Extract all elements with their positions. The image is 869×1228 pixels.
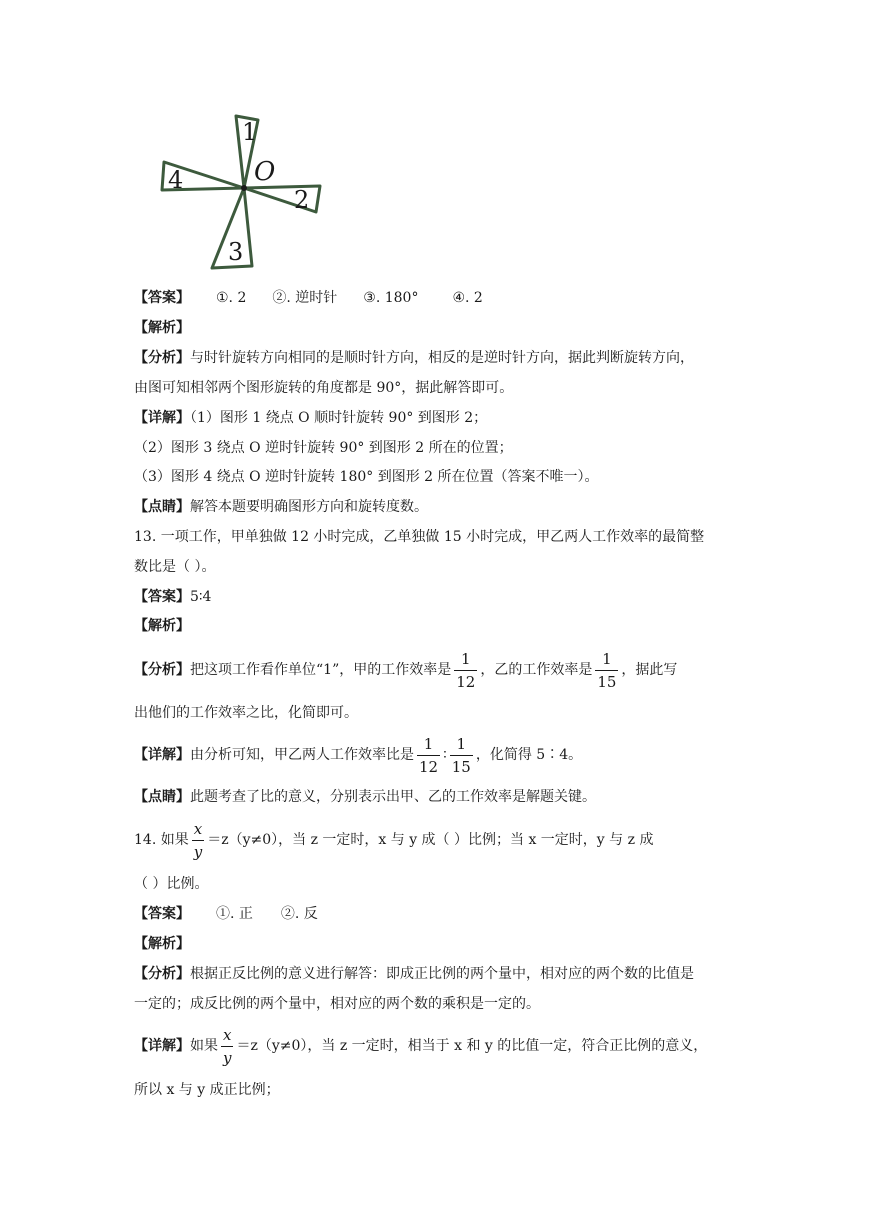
xiangjie-text: 如果 (190, 1038, 218, 1054)
answer-item: ①. 正 (216, 906, 253, 922)
numerator: 1 (450, 733, 473, 756)
xiangjie-text: ＝z（y≠0），当 z 一定时，相当于 x 和 y 的比值一定，符合正比例的意义， (236, 1038, 708, 1054)
q14-question-line-2: （ ）比例。 (134, 876, 209, 892)
q12-xiangjie-line-3: （3）图形 4 绕点 O 逆时针旋转 180° 到图形 2 所在位置（答案不唯一）。 (134, 469, 599, 485)
question-text: 14. 如果 (134, 832, 189, 848)
q14-fenxi-line-2: 一定的；成反比例的两个量中，相对应的两个数的乘积是一定的。 (134, 996, 540, 1012)
q13-question-line-2: 数比是（ ）。 (134, 559, 216, 575)
dianjing-tag: 【点睛】 (134, 789, 190, 805)
dianjing-text: 此题考查了比的意义，分别表示出甲、乙的工作效率是解题关键。 (190, 789, 596, 805)
fenxi-tag: 【分析】 (134, 662, 190, 678)
q13-xiangjie-line (134, 732, 582, 778)
rotation-figure (160, 108, 330, 278)
fenxi-tag: 【分析】 (134, 350, 190, 366)
fenxi-tag: 【分析】 (134, 966, 190, 982)
fraction-x-y (221, 1024, 233, 1069)
xiangjie-text: （1）图形 1 绕点 O 顺时针旋转 90° 到图形 2； (190, 410, 488, 426)
jiexi-heading: 【解析】 (134, 320, 190, 336)
answer-item: ②. 反 (280, 906, 318, 922)
q14-xiangjie-line-2: 所以 x 与 y 成正比例； (134, 1082, 280, 1098)
answer-item: ④. 2 (452, 290, 483, 306)
numerator: 1 (595, 648, 618, 671)
q12-fenxi-line-2: 由图可知相邻两个图形旋转的角度都是 90°，据此解答即可。 (134, 380, 514, 396)
question-text: ＝z（y≠0），当 z 一定时，x 与 y 成（ ）比例；当 x 一定时，y 与 z 成 (207, 832, 654, 848)
fraction-1-15 (450, 733, 473, 778)
fraction-x-y (192, 818, 204, 863)
q12-dianjing-line (134, 497, 428, 517)
q14-fenxi-line (134, 964, 694, 984)
q14-question-line (134, 817, 653, 863)
q12-xiangjie-line (134, 408, 487, 428)
q13-fenxi-line-2: 出他们的工作效率之比，化简即可。 (134, 705, 358, 721)
denominator: 12 (456, 672, 476, 691)
figure-label-o: O (254, 157, 276, 187)
figure-label-4: 4 (168, 166, 184, 194)
xiangjie-text: 由分析可知，甲乙两人工作效率比是 (190, 747, 414, 763)
fenxi-text: 根据正反比例的意义进行解答：即成正比例的两个量中，相对应的两个数的比值是 (190, 966, 694, 982)
numerator: x (221, 1024, 233, 1047)
denominator: 15 (597, 672, 617, 691)
q13-answer-line (134, 587, 211, 607)
fraction-1-15 (595, 648, 618, 693)
fenxi-text: 把这项工作看作单位“1”，甲的工作效率是 (190, 662, 452, 678)
answer-tag: 【答案】 (134, 906, 190, 922)
denominator: y (223, 1048, 232, 1067)
numerator: 1 (454, 648, 477, 671)
q13-dianjing-line (134, 787, 596, 807)
denominator: 12 (419, 757, 439, 776)
answer-text: 5∶4 (190, 589, 212, 605)
answer-tag: 【答案】 (134, 589, 190, 605)
answer-item: ③. 180° (363, 290, 419, 306)
ratio-separator: ∶ (443, 747, 447, 763)
numerator: 1 (417, 733, 440, 756)
q13-question-line: 13. 一项工作，甲单独做 12 小时完成，乙单独做 15 小时完成，甲乙两人工作效率的最简整 (134, 529, 705, 545)
fraction-1-12 (417, 733, 440, 778)
fenxi-text: 与时针旋转方向相同的是顺时针方向，相反的是逆时针方向，据此判断旋转方向， (190, 350, 694, 366)
dianjing-tag: 【点睛】 (134, 499, 190, 515)
numerator: x (192, 818, 204, 841)
denominator: 15 (451, 757, 471, 776)
answer-item: ①. 2 (216, 290, 247, 306)
answer-tag: 【答案】 (134, 290, 190, 306)
figure-label-3: 3 (228, 238, 244, 266)
center-point-o (241, 185, 247, 191)
denominator: y (193, 842, 203, 861)
fraction-1-12 (454, 648, 477, 693)
jiexi-heading: 【解析】 (134, 936, 190, 952)
figure-label-2: 2 (294, 186, 310, 214)
q13-fenxi-line (134, 647, 677, 693)
fenxi-text: ，乙的工作效率是 (480, 662, 593, 678)
answer-item: ②. 逆时针 (272, 290, 338, 306)
jiexi-heading: 【解析】 (134, 618, 190, 634)
xiangjie-text: ，化简得 5∶4。 (475, 747, 583, 763)
fenxi-text: ，据此写 (621, 662, 678, 678)
q12-xiangjie-line-2: （2）图形 3 绕点 O 逆时针旋转 90° 到图形 2 所在的位置； (134, 440, 513, 456)
figure-label-1: 1 (242, 118, 258, 146)
xiangjie-tag: 【详解】 (134, 410, 190, 426)
q12-fenxi-line (134, 348, 694, 368)
xiangjie-tag: 【详解】 (134, 747, 190, 763)
q14-xiangjie-line (134, 1023, 707, 1069)
q12-answer-line (134, 288, 483, 308)
dianjing-text: 解答本题要明确图形方向和旋转度数。 (190, 499, 428, 515)
q14-answer-line (134, 904, 318, 924)
xiangjie-tag: 【详解】 (134, 1038, 190, 1054)
